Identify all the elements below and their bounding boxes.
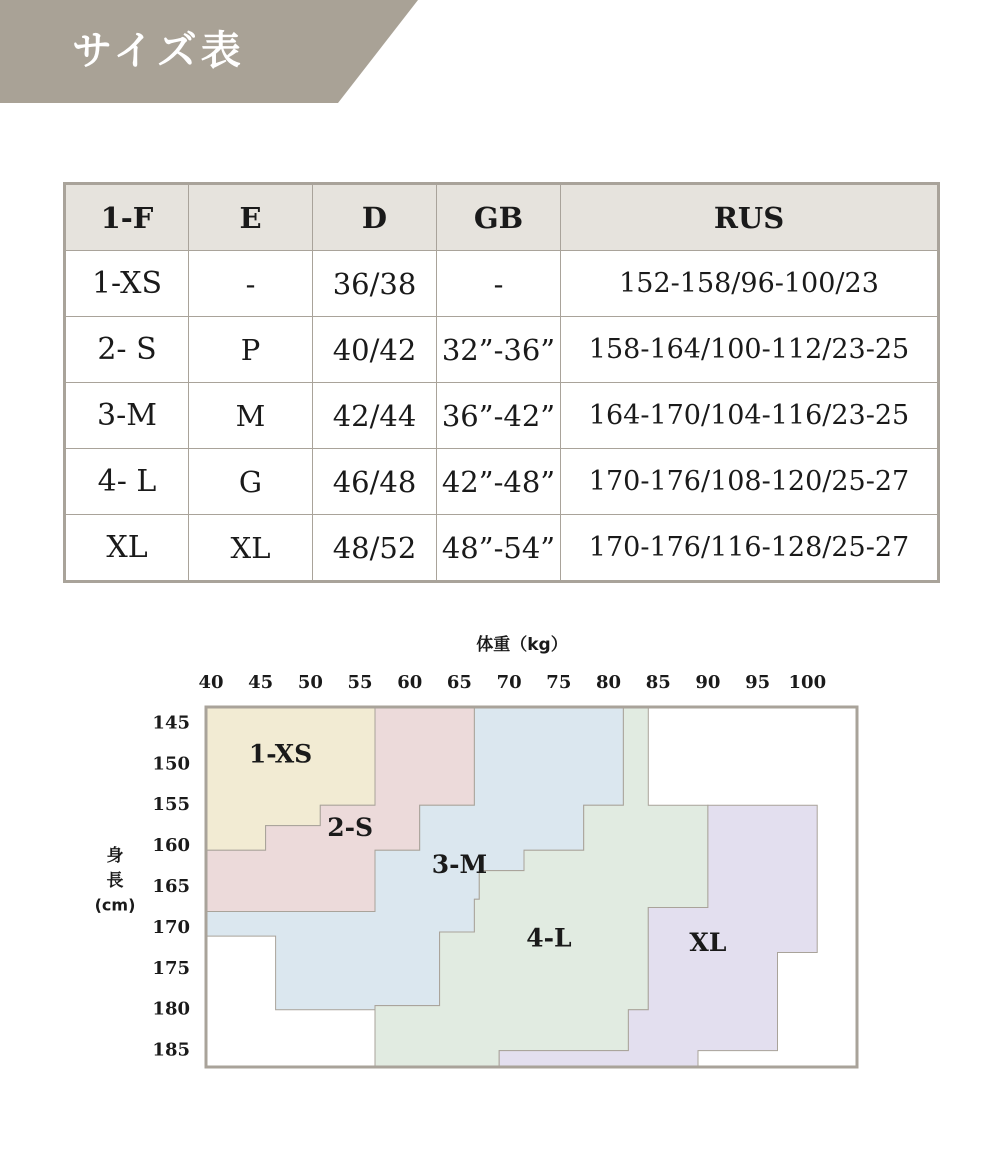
table-cell: - bbox=[189, 251, 313, 317]
table-cell: 164-170/104-116/23-25 bbox=[561, 383, 939, 449]
table-cell: P bbox=[189, 317, 313, 383]
y-tick-label: 185 bbox=[152, 1039, 190, 1061]
y-tick-label: 155 bbox=[152, 794, 190, 816]
table-cell: 3-M bbox=[65, 383, 189, 449]
x-axis-title: 体重（kg） bbox=[476, 635, 568, 655]
table-cell: 42”-48” bbox=[437, 449, 561, 515]
table-cell: 152-158/96-100/23 bbox=[561, 251, 939, 317]
column-header: E bbox=[189, 184, 313, 251]
table-cell: 48”-54” bbox=[437, 515, 561, 582]
table-cell: 1-XS bbox=[65, 251, 189, 317]
table-cell: M bbox=[189, 383, 313, 449]
size-region-label: XL bbox=[689, 927, 727, 957]
column-header: D bbox=[313, 184, 437, 251]
header-banner bbox=[0, 0, 418, 103]
y-axis-title-line: (cm) bbox=[94, 895, 136, 915]
x-tick-label: 65 bbox=[446, 672, 472, 693]
x-tick-label: 75 bbox=[546, 672, 572, 693]
x-tick-label: 55 bbox=[347, 672, 373, 693]
size-region-label: 4-L bbox=[526, 923, 572, 953]
x-tick-label: 40 bbox=[198, 672, 224, 693]
y-tick-label: 145 bbox=[152, 712, 190, 734]
table-cell: 42/44 bbox=[313, 383, 437, 449]
table-cell: 36/38 bbox=[313, 251, 437, 317]
size-conversion-table bbox=[63, 182, 940, 583]
x-tick-label: 90 bbox=[695, 672, 721, 693]
page-title: サイズ表 bbox=[72, 28, 245, 74]
table-cell: 158-164/100-112/23-25 bbox=[561, 317, 939, 383]
table-row bbox=[65, 383, 939, 449]
y-tick-label: 160 bbox=[152, 835, 190, 857]
x-tick-label: 45 bbox=[248, 672, 274, 693]
table-cell: 32”-36” bbox=[437, 317, 561, 383]
y-tick-label: 180 bbox=[152, 998, 190, 1020]
table-cell: 4- L bbox=[65, 449, 189, 515]
table-header-row bbox=[65, 184, 939, 251]
x-tick-label: 95 bbox=[745, 672, 771, 693]
table-row bbox=[65, 515, 939, 582]
table-cell: 170-176/116-128/25-27 bbox=[561, 515, 939, 582]
table-cell: 40/42 bbox=[313, 317, 437, 383]
size-region-label: 2-S bbox=[327, 813, 374, 843]
y-axis-title-line: 身 bbox=[106, 846, 124, 866]
y-tick-label: 150 bbox=[152, 753, 190, 775]
x-tick-label: 80 bbox=[595, 672, 622, 693]
x-tick-label: 70 bbox=[496, 672, 522, 693]
y-tick-label: 175 bbox=[152, 957, 190, 979]
column-header: GB bbox=[437, 184, 561, 251]
table-cell: - bbox=[437, 251, 561, 317]
table-cell: 170-176/108-120/25-27 bbox=[561, 449, 939, 515]
table-row bbox=[65, 251, 939, 317]
table-row bbox=[65, 449, 939, 515]
size-region-label: 1-XS bbox=[248, 739, 313, 769]
column-header: 1-F bbox=[65, 184, 189, 251]
table-cell: 48/52 bbox=[313, 515, 437, 582]
x-tick-label: 60 bbox=[397, 672, 423, 693]
x-tick-label: 85 bbox=[645, 672, 671, 693]
table-cell: 2- S bbox=[65, 317, 189, 383]
y-tick-label: 170 bbox=[152, 916, 190, 938]
column-header: RUS bbox=[561, 184, 939, 251]
table-cell: 36”-42” bbox=[437, 383, 561, 449]
y-axis-title-line: 長 bbox=[106, 871, 124, 891]
x-tick-label: 100 bbox=[788, 672, 827, 693]
table-cell: G bbox=[189, 449, 313, 515]
table-cell: XL bbox=[65, 515, 189, 582]
y-tick-label: 165 bbox=[152, 876, 190, 897]
x-tick-label: 50 bbox=[297, 672, 323, 693]
size-chart-svg bbox=[0, 620, 1000, 1140]
size-chart bbox=[0, 620, 1000, 1140]
size-region-label: 3-M bbox=[431, 850, 488, 880]
table-cell: 46/48 bbox=[313, 449, 437, 515]
table-row bbox=[65, 317, 939, 383]
table-cell: XL bbox=[189, 515, 313, 582]
